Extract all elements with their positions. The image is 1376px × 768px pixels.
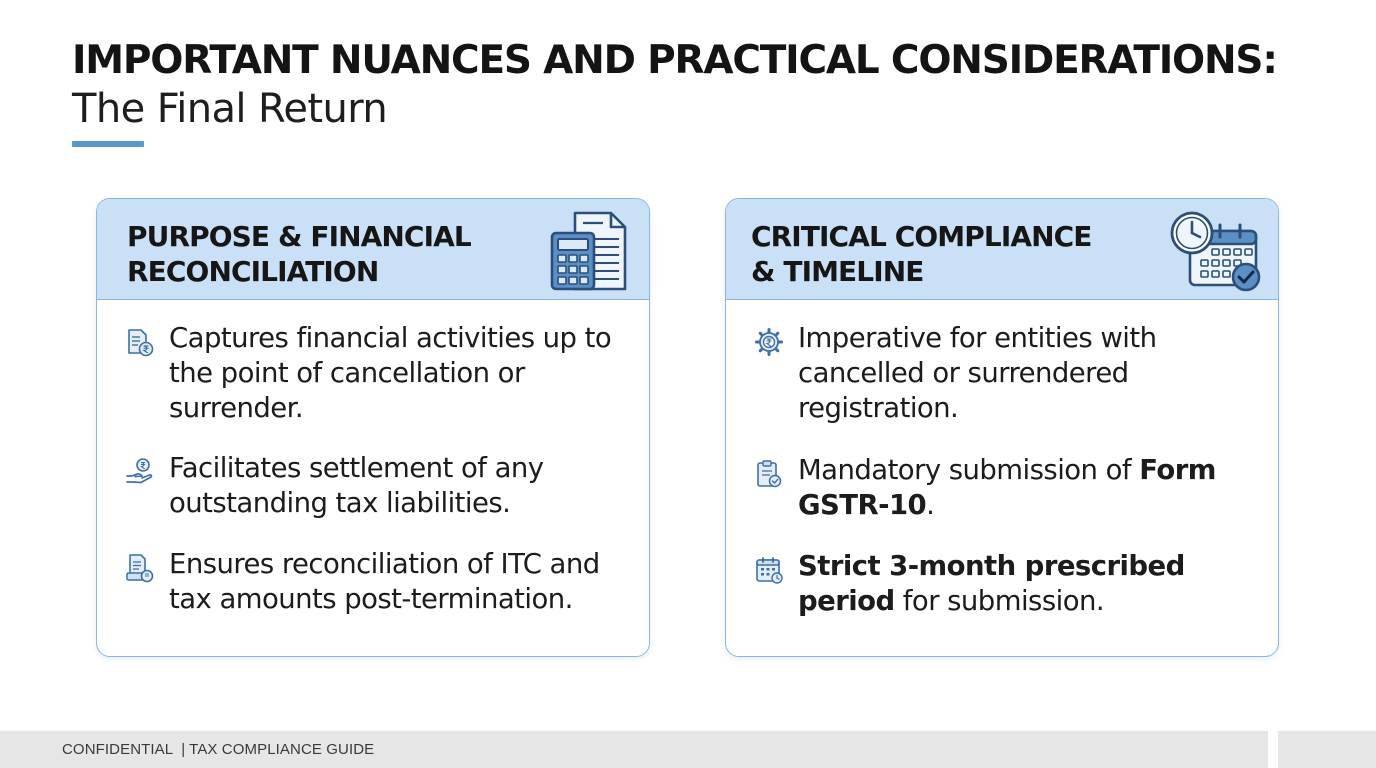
item-text	[798, 453, 1258, 523]
card-title-line: CRITICAL COMPLIANCE	[751, 220, 1092, 253]
card-critical-compliance-timeline	[725, 198, 1279, 657]
item-text-part: .	[926, 489, 935, 521]
calculator-document-icon	[549, 209, 629, 293]
hand-coin-icon	[125, 457, 155, 487]
card-title-line: & TIMELINE	[751, 255, 924, 288]
card-title-line: RECONCILIATION	[127, 255, 379, 288]
card-purpose-financial-reconciliation	[96, 198, 650, 657]
footer-bar-right	[1278, 731, 1376, 768]
item-text: Facilitates settlement of any outstanding tax liabilities.	[169, 452, 544, 519]
clock-calendar-check-icon	[1168, 209, 1264, 295]
card-title-line: PURPOSE & FINANCIAL	[127, 220, 471, 253]
item-text: Captures financial activities up to the point of cancellation or surrender.	[169, 322, 612, 424]
clipboard-check-icon	[754, 459, 784, 489]
gear-rupee-icon	[754, 327, 784, 357]
title-underline	[72, 141, 144, 147]
item-text: Ensures reconciliation of ITC and tax amounts post-termination.	[169, 548, 600, 615]
item-text: Imperative for entities with cancelled or surrendered registration.	[798, 322, 1157, 424]
item-text-part: for submission.	[894, 585, 1105, 617]
footer-text: CONFIDENTIAL | TAX COMPLIANCE GUIDE	[62, 741, 375, 758]
card-header	[97, 199, 649, 300]
card-title	[751, 219, 1092, 289]
document-rupee-icon	[125, 327, 155, 357]
footer-bar	[0, 731, 1268, 768]
calendar-icon	[754, 555, 784, 585]
ledger-reconcile-icon	[125, 553, 155, 583]
card-title	[127, 219, 471, 289]
item-text-bold: Form GSTR-10	[798, 454, 1216, 521]
item-text-part: Mandatory submission of	[798, 454, 1140, 486]
slide-subtitle: The Final Return	[72, 86, 388, 132]
item-text-bold: Strict 3-month prescribed period	[798, 550, 1185, 617]
card-header	[726, 199, 1278, 300]
slide-title: IMPORTANT NUANCES AND PRACTICAL CONSIDERATIONS:	[72, 38, 1277, 83]
item-text	[798, 549, 1258, 619]
